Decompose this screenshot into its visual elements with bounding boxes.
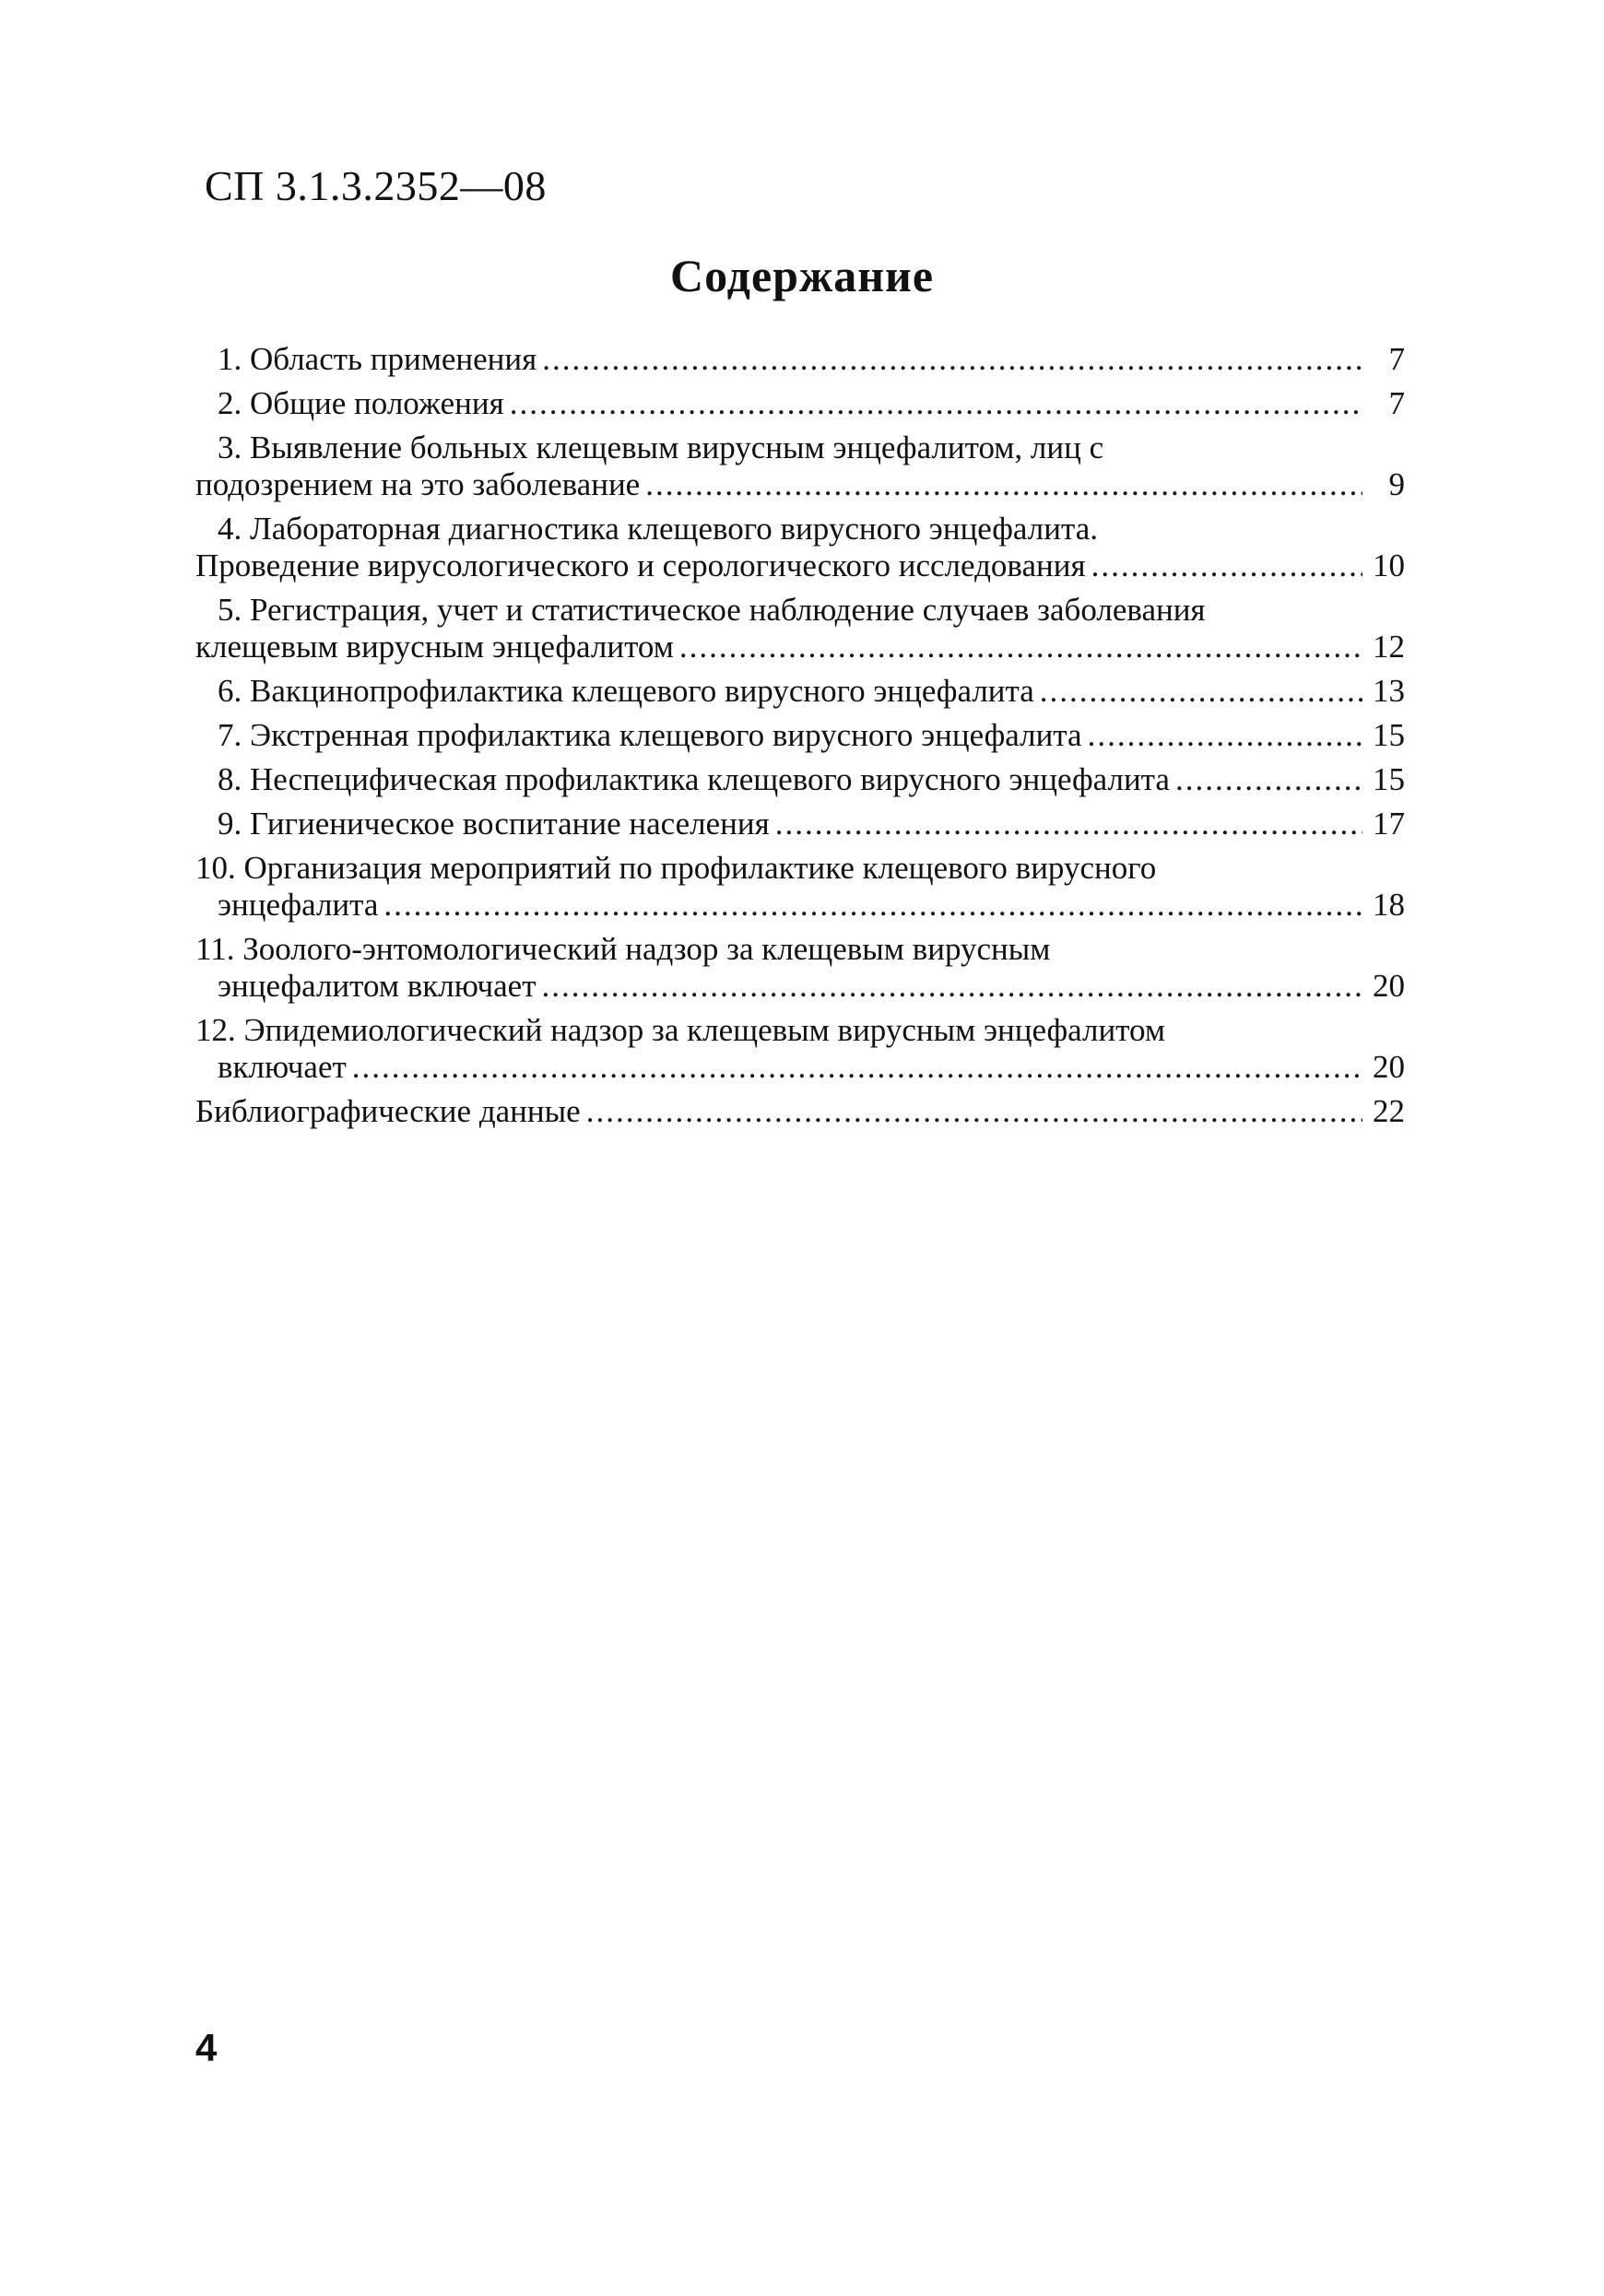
toc-entry[interactable] [195,673,1405,710]
toc-entry[interactable] [195,1012,1405,1086]
dot-leader [1091,548,1362,584]
toc-entry[interactable] [195,761,1405,798]
toc-entry[interactable] [195,806,1405,842]
toc-page-number: 7 [1388,385,1405,421]
toc-entry-title: 6. Вакцинопрофилактика клещевого вирусного энцефалита [218,673,1034,709]
toc-page-number: 17 [1373,806,1405,842]
table-of-contents [195,341,1405,1137]
toc-entry-title-continued: клещевым вирусным энцефалитом [195,629,674,665]
toc-entry[interactable] [195,592,1405,665]
toc-page-number: 15 [1373,761,1405,797]
page-title: Содержание [669,250,935,301]
toc-entry-title: 3. Выявление больных клещевым вирусным энцефалитом, лиц с [218,430,1104,465]
toc-page-number: 9 [1388,466,1405,502]
toc-entry-title: 4. Лабораторная диагностика клещевого вирусного энцефалита. [218,511,1098,547]
toc-entry-title: 1. Область применения [218,341,537,377]
toc-page-number: 15 [1373,717,1405,753]
toc-entry[interactable] [195,1093,1405,1130]
document-code: СП 3.1.3.2352—08 [205,162,547,209]
dot-leader [510,385,1362,422]
toc-entry-title: 8. Неспецифическая профилактика клещевого вирусного энцефалита [218,761,1170,797]
toc-entry-title-continued: подозрением на это заболевание [195,466,641,502]
toc-entry-title: 7. Экстренная профилактика клещевого вирусного энцефалита [218,717,1082,753]
toc-entry[interactable] [195,430,1405,503]
toc-page-number: 18 [1373,887,1405,923]
toc-entry-title-continued: энцефалитом включает [218,968,537,1004]
dot-leader [352,1049,1362,1086]
toc-entry-title-continued: энцефалита [218,887,379,923]
toc-entry-title: 10. Организация мероприятий по профилактике клещевого вирусного [195,850,1157,886]
toc-entry[interactable] [195,717,1405,754]
toc-page-number: 7 [1388,341,1405,377]
dot-leader [542,968,1362,1005]
dot-leader [1088,717,1362,754]
dot-leader [542,341,1362,378]
toc-entry-title: Библиографические данные [195,1093,581,1129]
toc-entry[interactable] [195,385,1405,422]
toc-entry-title-continued: включает [218,1049,347,1085]
toc-entry[interactable] [195,511,1405,584]
toc-entry[interactable] [195,850,1405,924]
toc-entry-title: 11. Зоолого-энтомологический надзор за клещевым вирусным [195,931,1051,967]
toc-page-number: 20 [1373,968,1405,1004]
dot-leader [1175,761,1362,798]
toc-entry-title: 2. Общие положения [218,385,504,421]
dot-leader [645,466,1362,503]
toc-entry-title: 9. Гигиеническое воспитание населения [218,806,770,842]
toc-entry-title: 12. Эпидемиологический надзор за клещевым вирусным энцефалитом [195,1012,1165,1048]
toc-page-number: 12 [1373,629,1405,665]
toc-entry-title-continued: Проведение вирусологического и серологического исследования [195,548,1086,583]
page-number: 4 [195,2026,218,2069]
toc-page-number: 13 [1373,673,1405,709]
toc-entry[interactable] [195,341,1405,378]
toc-page-number: 20 [1373,1049,1405,1085]
toc-entry-title: 5. Регистрация, учет и статистическое наблюдение случаев заболевания [218,592,1206,628]
toc-entry[interactable] [195,931,1405,1005]
dot-leader [1040,673,1362,710]
toc-page-number: 22 [1373,1093,1405,1129]
dot-leader [586,1093,1362,1130]
dot-leader [383,887,1362,924]
dot-leader [679,629,1362,665]
dot-leader [775,806,1362,842]
toc-page-number: 10 [1373,548,1405,583]
